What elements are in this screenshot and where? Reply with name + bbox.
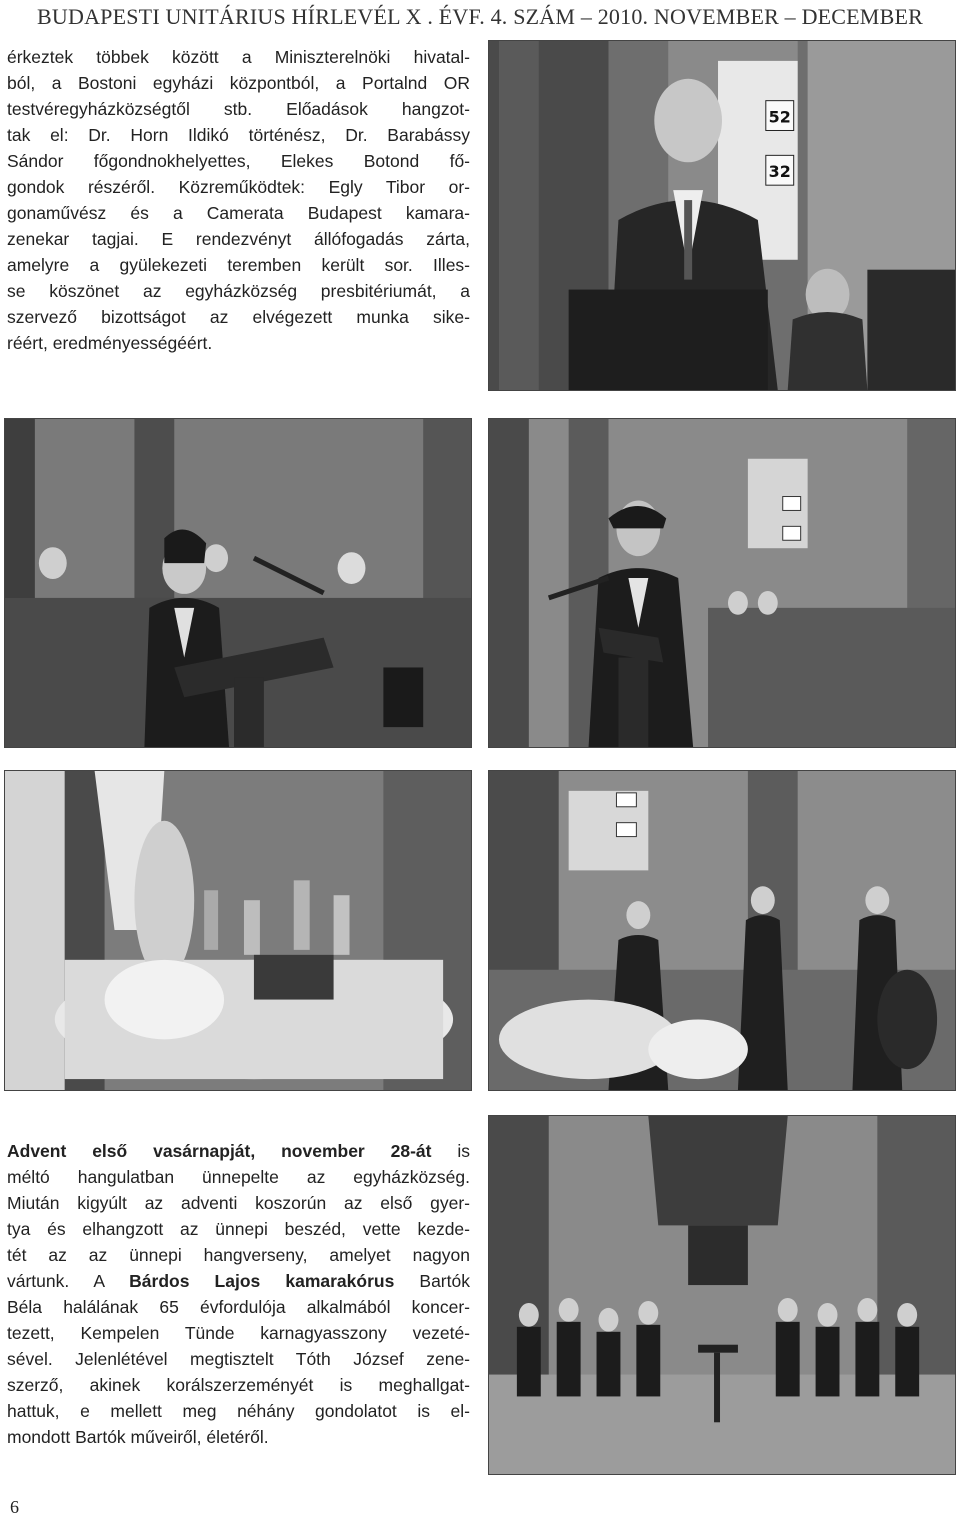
text-line: se köszönet az egyházközség presbitériumát, a bbox=[7, 281, 470, 301]
text-line: testvéregyházközségtől stb. Előadások hangzot- bbox=[7, 99, 470, 119]
text-line: tya és elhangzott az ünnepi beszéd, vette kezde- bbox=[7, 1219, 470, 1239]
text-fragment: Bartók bbox=[394, 1271, 470, 1291]
article-advent-text bbox=[7, 1138, 470, 1450]
text-line: szervező bizottságot az elvégezett munka sike- bbox=[7, 307, 470, 327]
text-line: tezett, Kempelen Tünde karnagyasszony vezeté- bbox=[7, 1323, 470, 1343]
hymn-number-2: 32 bbox=[768, 162, 791, 182]
text-line bbox=[7, 1268, 470, 1294]
choir-name: Bárdos Lajos kamarakórus bbox=[129, 1271, 395, 1291]
text-line: méltó hangulatban ünnepelte az egyházközség. bbox=[7, 1167, 470, 1187]
text-line: réért, eredményességéért. bbox=[7, 333, 213, 353]
text-fragment: vártunk. A bbox=[7, 1271, 130, 1291]
text-line: zenekar tagjai. E rendezvényt állófogadás zárta, bbox=[7, 229, 470, 249]
text-line: tét az az ünnepi hangverseny, amelyet nagyon bbox=[7, 1245, 470, 1265]
photo-chamber-orchestra bbox=[488, 770, 956, 1091]
photo-choir bbox=[488, 1115, 956, 1475]
text-line: hattuk, e mellett meg néhány gondolatot is el- bbox=[7, 1401, 470, 1421]
text-line: Sándor főgondnokhelyettes, Elekes Botond fő- bbox=[7, 151, 470, 171]
page-number: 6 bbox=[10, 1497, 19, 1517]
text-line: sével. Jelenlétével megtisztelt Tóth József zene- bbox=[7, 1349, 470, 1369]
photo-speaker-man-2 bbox=[488, 418, 956, 748]
text-line: Miután kigyúlt az adventi koszorún az első gyer- bbox=[7, 1193, 470, 1213]
photo-communion-table bbox=[4, 770, 472, 1091]
text-line: ból, a Bostoni egyházi központból, a Portalnd OR bbox=[7, 73, 470, 93]
text-line: amelyre a gyülekezeti teremben került sor. Illes- bbox=[7, 255, 470, 275]
article-top-text bbox=[7, 44, 470, 356]
text-line: szerző, akinek korálszerzeményét is meghallgat- bbox=[7, 1375, 470, 1395]
text-line bbox=[7, 1138, 470, 1164]
photo-speaker-woman bbox=[4, 418, 472, 748]
text-line: gondok részéről. Közreműködtek: Egly Tibor or- bbox=[7, 177, 470, 197]
text-line: mondott Bartók műveiről, életéről. bbox=[7, 1427, 269, 1447]
photo-speaker-man bbox=[488, 40, 956, 391]
text-line: tak el: Dr. Horn Ildikó történész, Dr. Barabássy bbox=[7, 125, 470, 145]
hymn-number-1: 52 bbox=[768, 107, 791, 127]
text-line: Béla halálának 65 évfordulója alkalmából koncer- bbox=[7, 1297, 470, 1317]
page-header: BUDAPESTI UNITÁRIUS HÍRLEVÉL X . ÉVF. 4. SZÁM – 2010. NOVEMBER – DECEMBER bbox=[37, 4, 923, 29]
advent-headline: Advent első vasárnapját, november 28-át bbox=[7, 1141, 432, 1161]
text-line: gonaművész és a Camerata Budapest kamara- bbox=[7, 203, 470, 223]
text-line: érkeztek többek között a Miniszterelnöki hivatal- bbox=[7, 47, 470, 67]
text-fragment: is bbox=[431, 1141, 471, 1161]
